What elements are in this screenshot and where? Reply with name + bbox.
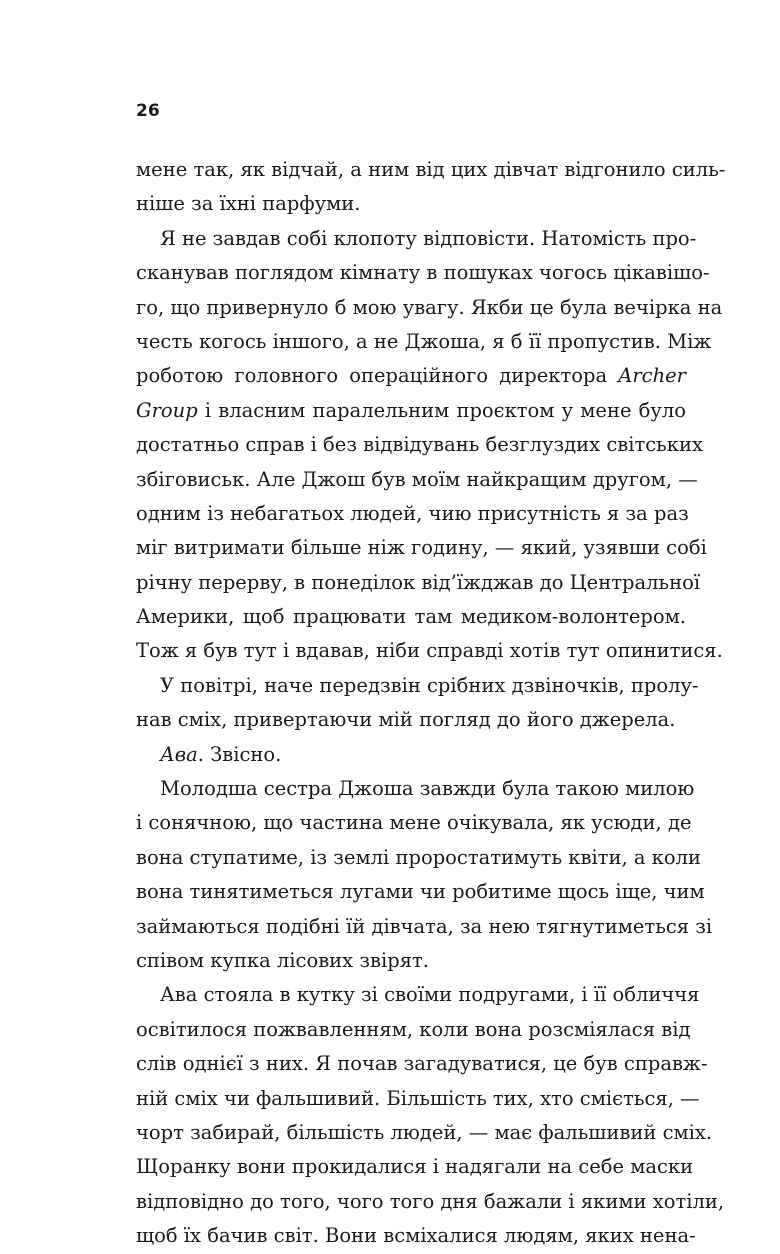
- text-line: [136, 1219, 696, 1253]
- text-run: вона ступатиме, із землі проростатимуть квіти, а коли: [136, 845, 701, 869]
- text-line: [136, 566, 701, 600]
- text-run: нав сміх, привертаючи мій погляд до його джерела.: [136, 708, 676, 732]
- text-line: [136, 291, 723, 325]
- text-line: [136, 669, 699, 703]
- text-line: [136, 428, 703, 462]
- text-run: міг витримати більше ніж годину, — який, узявши собі: [136, 536, 707, 560]
- text-run: і власним паралельним проєктом у мене було: [197, 398, 686, 422]
- text-run: мене так, як відчай, а ним від цих дівчат відгонило силь-: [136, 158, 726, 181]
- text-run: . Звісно.: [197, 742, 282, 766]
- text-line: [136, 806, 692, 840]
- text-run: освітилося пожвавленням, коли вона розсміялася від: [136, 1017, 691, 1041]
- text-line: [136, 634, 723, 668]
- text-run: Тож я був тут і вдавав, ніби справді хотів тут опинитися.: [136, 639, 723, 663]
- text-run: щоб їх бачив світ. Вони всміхалися людям, яких нена-: [136, 1224, 696, 1248]
- text-line: [136, 944, 686, 978]
- text-line: [136, 1150, 694, 1184]
- text-line: [136, 359, 686, 393]
- text-line: [136, 875, 705, 909]
- text-line: [136, 463, 698, 497]
- text-line: [136, 1047, 708, 1081]
- text-run: співом купка лісових звірят.: [136, 948, 429, 972]
- text-line: [136, 153, 726, 187]
- text-run: чорт забирай, більшість людей, — має фальшивий сміх.: [136, 1120, 713, 1144]
- text-line: [136, 187, 686, 221]
- text-run: Молодша сестра Джоша завжди була такою милою: [160, 777, 695, 801]
- italic-text: Archer: [618, 364, 686, 388]
- text-line: [136, 1082, 700, 1116]
- italic-text: Ава: [160, 742, 198, 766]
- text-line: [136, 531, 707, 565]
- text-line: [136, 222, 697, 256]
- text-run: вона тинятиметься лугами чи робитиме щось іще, чим: [136, 880, 705, 904]
- text-line: [136, 772, 695, 806]
- text-run: честь когось іншого, а не Джоша, я б її пропустив. Між: [136, 329, 712, 353]
- text-run: Я не завдав собі клопоту відповісти. Натомість про-: [160, 226, 697, 250]
- text-run: ніше за їхні парфуми.: [136, 192, 361, 216]
- text-run: і сонячною, що частина мене очікувала, як усюди, де: [136, 811, 692, 835]
- text-line: [136, 394, 686, 428]
- text-run: У повітрі, наче передзвін срібних дзвіночків, пролу-: [160, 673, 699, 697]
- text-line: [136, 497, 689, 531]
- text-line: [136, 1185, 725, 1219]
- text-line: [136, 325, 712, 359]
- text-run: ній сміх чи фальшивий. Більшість тих, хто сміється, —: [136, 1086, 700, 1110]
- text-line: [136, 841, 701, 875]
- italic-text: Group: [136, 398, 198, 422]
- text-run: річну перерву, в понеділок від’їжджав до Центральної: [136, 570, 701, 594]
- text-run: Ава стояла в кутку зі своїми подругами, і її обличчя: [160, 983, 700, 1007]
- text-line: [136, 978, 700, 1012]
- text-run: слів однієї з них. Я почав загадуватися, це був справж-: [136, 1052, 708, 1076]
- text-line: [136, 910, 713, 944]
- text-line: [136, 256, 710, 290]
- text-line: [136, 1116, 713, 1150]
- body-text: [136, 153, 726, 1254]
- text-line: [136, 738, 686, 772]
- text-line: [136, 600, 686, 634]
- text-line: [136, 1013, 691, 1047]
- text-run: сканував поглядом кімнату в пошуках чогось цікавішо-: [136, 261, 710, 285]
- text-run: займаються подібні їй дівчата, за нею тягнутиметься зі: [136, 914, 713, 938]
- text-run: достатньо справ і без відвідувань безглуздих світських: [136, 433, 703, 457]
- text-run: роботою головного операційного директора: [136, 364, 619, 388]
- text-run: го, що привернуло б мою увагу. Якби це була вечірка на: [136, 295, 723, 319]
- text-run: одним із небагатьох людей, чию присутність я за раз: [136, 501, 689, 525]
- text-run: Щоранку вони прокидалися і надягали на себе маски: [136, 1155, 694, 1179]
- text-run: відповідно до того, чого того дня бажали і якими хотіли,: [136, 1189, 725, 1213]
- text-run: збіговиськ. Але Джош був моїм найкращим другом, —: [136, 467, 698, 491]
- text-line: [136, 703, 686, 737]
- page-number: 26: [136, 101, 160, 121]
- text-run: Америки, щоб працювати там медиком-волонтером.: [136, 605, 686, 629]
